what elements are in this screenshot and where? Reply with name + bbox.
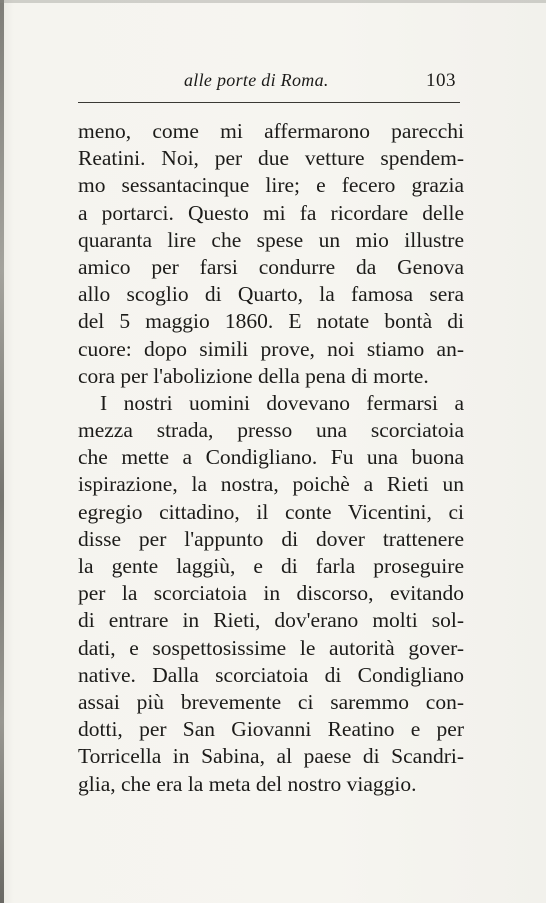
text-line: che mette a Condigliano. Fu una buona — [78, 445, 464, 470]
text-line: disse per l'appunto di dover trattenere — [78, 526, 464, 551]
page-binding-edge — [0, 0, 4, 903]
text-line: per la scorciatoia in discorso, evitando — [78, 581, 464, 606]
text-line: ispirazione, la nostra, poichè a Rieti un — [78, 472, 464, 497]
text-line: la gente laggiù, e di farla proseguire — [78, 554, 464, 578]
text-line: meno, come mi affermarono parecchi — [78, 119, 464, 143]
running-title: alle porte di Roma. — [184, 70, 329, 90]
text-line: amico per farsi condurre da Genova — [78, 254, 464, 279]
text-line: Torricella in Sabina, al paese di Scandri- — [78, 744, 464, 769]
text-line: mo sessantacinque lire; e fecero grazia — [78, 173, 464, 198]
text-line: dati, e sospettosissime le autorità gover- — [78, 635, 464, 660]
text-line: cora per l'abolizione della pena di morte. — [78, 363, 429, 388]
text-line: Reatini. Noi, per due vetture spendem- — [78, 146, 464, 171]
text-line: allo scoglio di Quarto, la famosa sera — [78, 282, 464, 307]
text-line: di entrare in Rieti, dov'erano molti sol- — [78, 608, 464, 633]
body-text — [78, 118, 464, 798]
text-line: a portarci. Questo mi fa ricordare delle — [78, 200, 464, 225]
header-rule — [78, 102, 460, 103]
paragraph-1 — [78, 118, 464, 390]
text-line: native. Dalla scorciatoia di Condigliano — [78, 662, 464, 687]
text-line: del 5 maggio 1860. E notate bontà di — [78, 309, 464, 334]
page-header — [78, 64, 460, 98]
text-line: I nostri uomini dovevano fermarsi a — [100, 390, 464, 415]
text-line: quaranta lire che spese un mio illustre — [78, 227, 464, 252]
page-top-edge — [0, 0, 546, 3]
page-number: 103 — [426, 70, 456, 91]
text-line: dotti, per San Giovanni Reatino e per — [78, 717, 464, 742]
text-line: assai più brevemente ci saremmo con- — [78, 689, 464, 714]
text-line: cuore: dopo simili prove, noi stiamo an- — [78, 336, 464, 361]
text-line: glia, che era la meta del nostro viaggio. — [78, 771, 417, 796]
text-line: egregio cittadino, il conte Vicentini, ci — [78, 499, 464, 524]
text-line: mezza strada, presso una scorciatoia — [78, 418, 464, 443]
paragraph-2 — [78, 390, 464, 798]
